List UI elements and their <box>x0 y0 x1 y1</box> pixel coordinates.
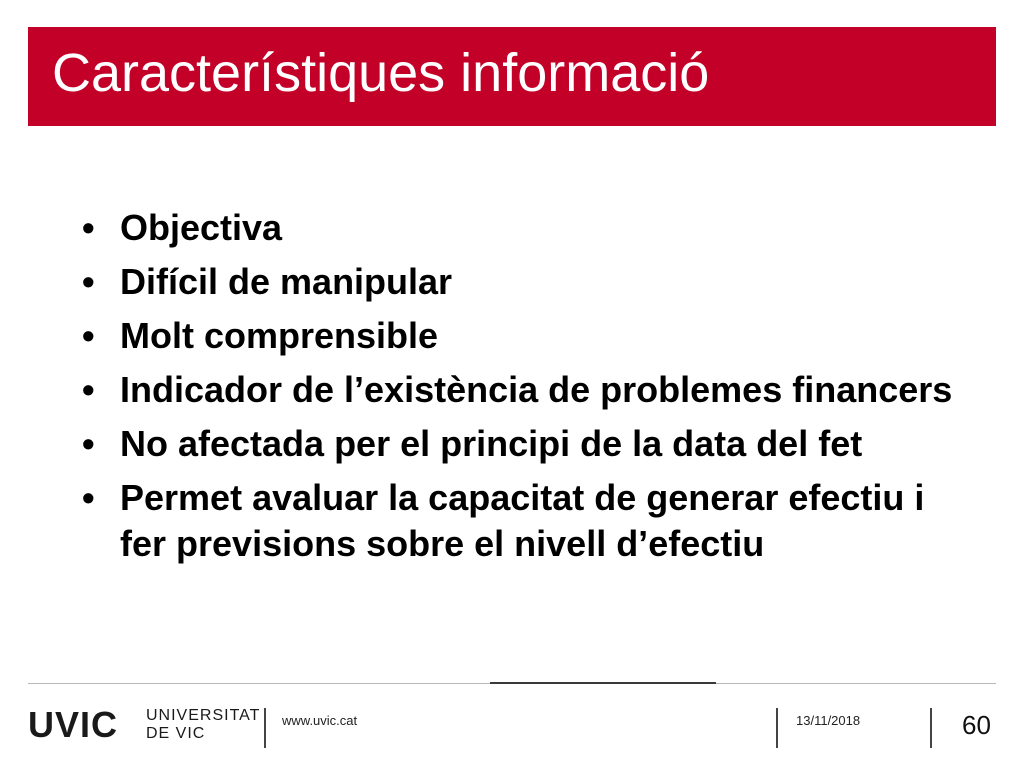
bullet-item <box>78 421 978 467</box>
bullet-text: Indicador de l’existència de problemes financers <box>120 369 953 410</box>
bullet-text: No afectada per el principi de la data del fet <box>120 423 863 464</box>
slide-title: Característiques informació <box>52 43 710 103</box>
bullet-item <box>78 313 978 359</box>
bullet-text: Permet avaluar la capacitat de generar efectiu i fer previsions sobre el nivell d’efectiu <box>120 477 925 564</box>
logo-line-2: DE VIC <box>146 725 206 742</box>
bullet-icon: • <box>82 261 95 302</box>
logo-line-1: UNIVERSITAT <box>146 707 261 724</box>
footer-divider-accent <box>490 682 716 684</box>
footer-separator <box>930 708 932 748</box>
bullet-icon: • <box>82 369 95 410</box>
bullet-icon: • <box>82 423 95 464</box>
bullet-icon: • <box>82 315 95 356</box>
footer-separator <box>264 708 266 748</box>
bullet-item <box>78 259 978 305</box>
logo-mark: UVIC <box>28 704 119 745</box>
logo-wordmark <box>146 708 260 742</box>
title-bar <box>28 27 996 126</box>
footer-date: 13/11/2018 <box>796 713 861 728</box>
footer-separator <box>776 708 778 748</box>
page-number: 60 <box>962 710 991 740</box>
footer-url: www.uvic.cat <box>282 713 358 728</box>
bullet-icon: • <box>82 477 95 518</box>
bullet-list <box>78 205 978 575</box>
bullet-item <box>78 367 978 413</box>
bullet-text: Objectiva <box>120 207 283 248</box>
bullet-item <box>78 205 978 251</box>
bullet-icon: • <box>82 207 95 248</box>
bullet-item <box>78 475 978 567</box>
bullet-text: Difícil de manipular <box>120 261 453 302</box>
bullet-text: Molt comprensible <box>120 315 439 356</box>
